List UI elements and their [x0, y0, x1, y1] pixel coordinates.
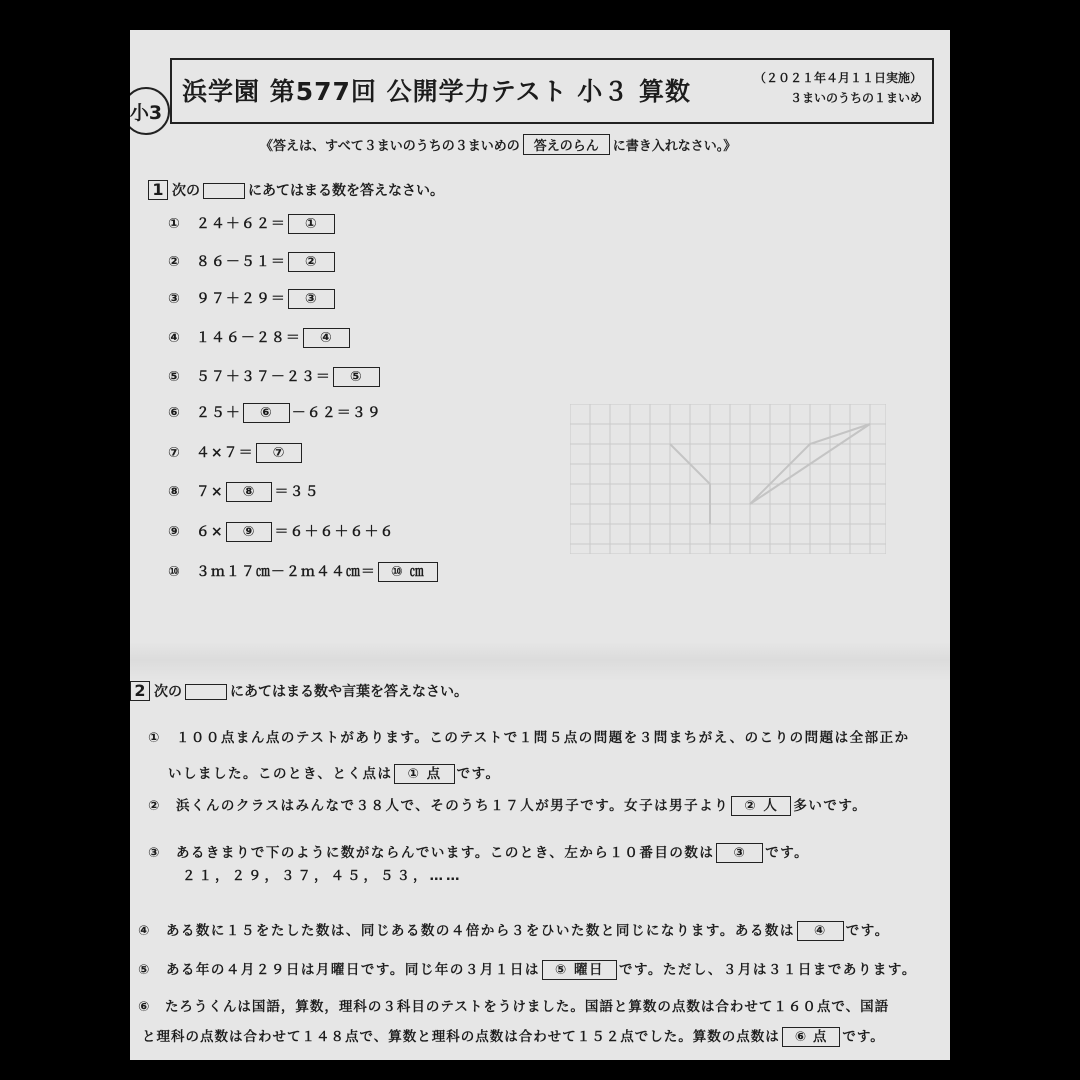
section-2-prompt-post: にあてはまる数や言葉を答えなさい。	[230, 684, 468, 700]
question-tail: です。	[845, 923, 890, 939]
question-tail: です。	[842, 1029, 885, 1045]
question-tail: 多いです。	[793, 798, 868, 814]
answer-box: ② 人	[731, 796, 791, 816]
top-black-bar	[0, 0, 1080, 30]
s1-item-9	[168, 521, 394, 542]
answer-box: ③	[716, 843, 763, 863]
question-number: ①	[148, 730, 161, 746]
question-text-line2: いしました。このとき、とく点は	[168, 766, 393, 782]
blank-box-icon	[203, 183, 245, 199]
s1-item-2	[168, 251, 337, 272]
exam-header	[170, 58, 934, 124]
bleed-through-grid	[570, 404, 886, 554]
expression: ７×	[195, 484, 224, 500]
question-text: １００点まん点のテストがあります。このテストで１問５点の問題を３問まちがえ、のこりの問題は全部正か	[175, 730, 910, 746]
answer-box: ③	[288, 289, 335, 309]
item-number: ⑨	[168, 524, 181, 540]
question-number: ③	[148, 845, 161, 861]
item-number: ⑦	[168, 445, 181, 461]
s2-question-4	[138, 919, 890, 941]
s2-question-2	[148, 794, 867, 816]
expression: ８６－５１＝	[195, 254, 286, 270]
question-number: ②	[148, 798, 161, 814]
s2-question-5	[138, 958, 917, 980]
question-tail: です。	[765, 845, 810, 861]
s1-item-4	[168, 327, 352, 348]
question-text: あるきまりで下のように数がならんでいます。このとき、左から１０番目の数は	[175, 845, 715, 861]
instruction-before: 《答えは、すべて３まいのうちの３まいめの	[260, 139, 520, 154]
answer-instruction	[260, 134, 736, 155]
answer-box: ⑩ ㎝	[378, 562, 438, 582]
item-number: ③	[168, 291, 181, 307]
answer-box: ②	[288, 252, 335, 272]
question-text-line2: と理科の点数は合わせて１４８点で、算数と理科の点数は合わせて１５２点でした。算数の点数は	[142, 1029, 780, 1045]
section-2-number: 2	[130, 681, 150, 701]
answer-box: ①	[288, 214, 335, 234]
s1-item-10	[168, 561, 440, 582]
exam-date: （２０２１年４月１１日実施）	[753, 71, 922, 85]
question-text: たろうくんは国語，算数，理科の３科目のテストをうけました。国語と算数の点数は合わせて１６０点で、国語	[164, 999, 890, 1015]
s2-question-1	[148, 720, 910, 792]
answer-box: ⑥	[243, 403, 290, 423]
section-1-number: 1	[148, 180, 168, 200]
blank-box-icon	[185, 684, 227, 700]
s1-item-8	[168, 481, 319, 502]
question-text: ある数に１５をたした数は、同じある数の４倍から３をひいた数と同じになります。ある数は	[165, 923, 795, 939]
s1-item-5	[168, 366, 382, 387]
question-tail: です。ただし、３月は３１日まであります。	[619, 962, 917, 978]
instruction-after: に書き入れなさい。》	[612, 139, 737, 154]
section-1-prompt-pre: 次の	[172, 183, 200, 199]
question-text: 浜くんのクラスはみんなで３８人で、そのうち１７人が男子です。女子は男子より	[175, 798, 730, 814]
item-number: ⑥	[168, 405, 181, 421]
answer-box: ⑤	[333, 367, 380, 387]
question-number: ⑥	[138, 999, 151, 1015]
paper-fold	[130, 642, 950, 682]
expression: ２４＋６２＝	[195, 216, 286, 232]
answer-column-label: 答えのらん	[523, 134, 610, 155]
expression-tail: －６２＝３９	[291, 405, 382, 421]
number-sequence: ２１，２９，３７，４５，５３，……	[182, 868, 463, 884]
expression: １４６－２８＝	[195, 330, 301, 346]
expression-tail: ＝６＋６＋６＋６	[274, 524, 395, 540]
answer-box: ④	[303, 328, 350, 348]
section-2-prompt	[130, 681, 468, 701]
item-number: ①	[168, 216, 181, 232]
exam-sheet	[130, 30, 950, 1060]
expression: ４×７＝	[195, 445, 254, 461]
expression: ２５＋	[195, 405, 241, 421]
answer-box: ⑤ 曜日	[542, 960, 617, 980]
s1-item-6	[168, 402, 382, 423]
item-number: ②	[168, 254, 181, 270]
question-tail: です。	[456, 766, 501, 782]
answer-box: ⑧	[226, 482, 273, 502]
expression: ５７＋３７－２３＝	[195, 369, 331, 385]
expression: ６×	[195, 524, 224, 540]
question-number: ④	[138, 923, 151, 939]
item-number: ⑩	[168, 564, 181, 580]
item-number: ⑧	[168, 484, 181, 500]
item-number: ⑤	[168, 369, 181, 385]
expression: ３ｍ１７㎝－２ｍ４４㎝＝	[195, 564, 376, 580]
s2-question-6	[138, 992, 889, 1052]
question-number: ⑤	[138, 962, 151, 978]
exam-date-info	[754, 68, 922, 108]
expression: ９７＋２９＝	[195, 291, 286, 307]
s2-question-3	[148, 841, 809, 863]
answer-box: ⑨	[226, 522, 273, 542]
s1-item-1	[168, 213, 337, 234]
grade-badge: 小3	[130, 87, 170, 135]
exam-title: 浜学園 第577回 公開学力テスト 小３ 算数	[182, 77, 692, 106]
answer-box: ④	[797, 921, 844, 941]
s1-item-3	[168, 288, 337, 309]
answer-box: ⑥ 点	[782, 1027, 841, 1047]
expression-tail: ＝３５	[274, 484, 320, 500]
answer-box: ⑦	[256, 443, 303, 463]
section-1-prompt	[148, 180, 444, 200]
s1-item-7	[168, 442, 304, 463]
item-number: ④	[168, 330, 181, 346]
page-indicator: ３まいのうちの１まいめ	[789, 91, 922, 105]
section-1-prompt-post: にあてはまる数を答えなさい。	[248, 183, 444, 199]
section-2-prompt-pre: 次の	[154, 684, 182, 700]
question-text: ある年の４月２９日は月曜日です。同じ年の３月１日は	[165, 962, 540, 978]
bottom-black-bar	[0, 1060, 1080, 1080]
answer-box: ① 点	[394, 764, 454, 784]
